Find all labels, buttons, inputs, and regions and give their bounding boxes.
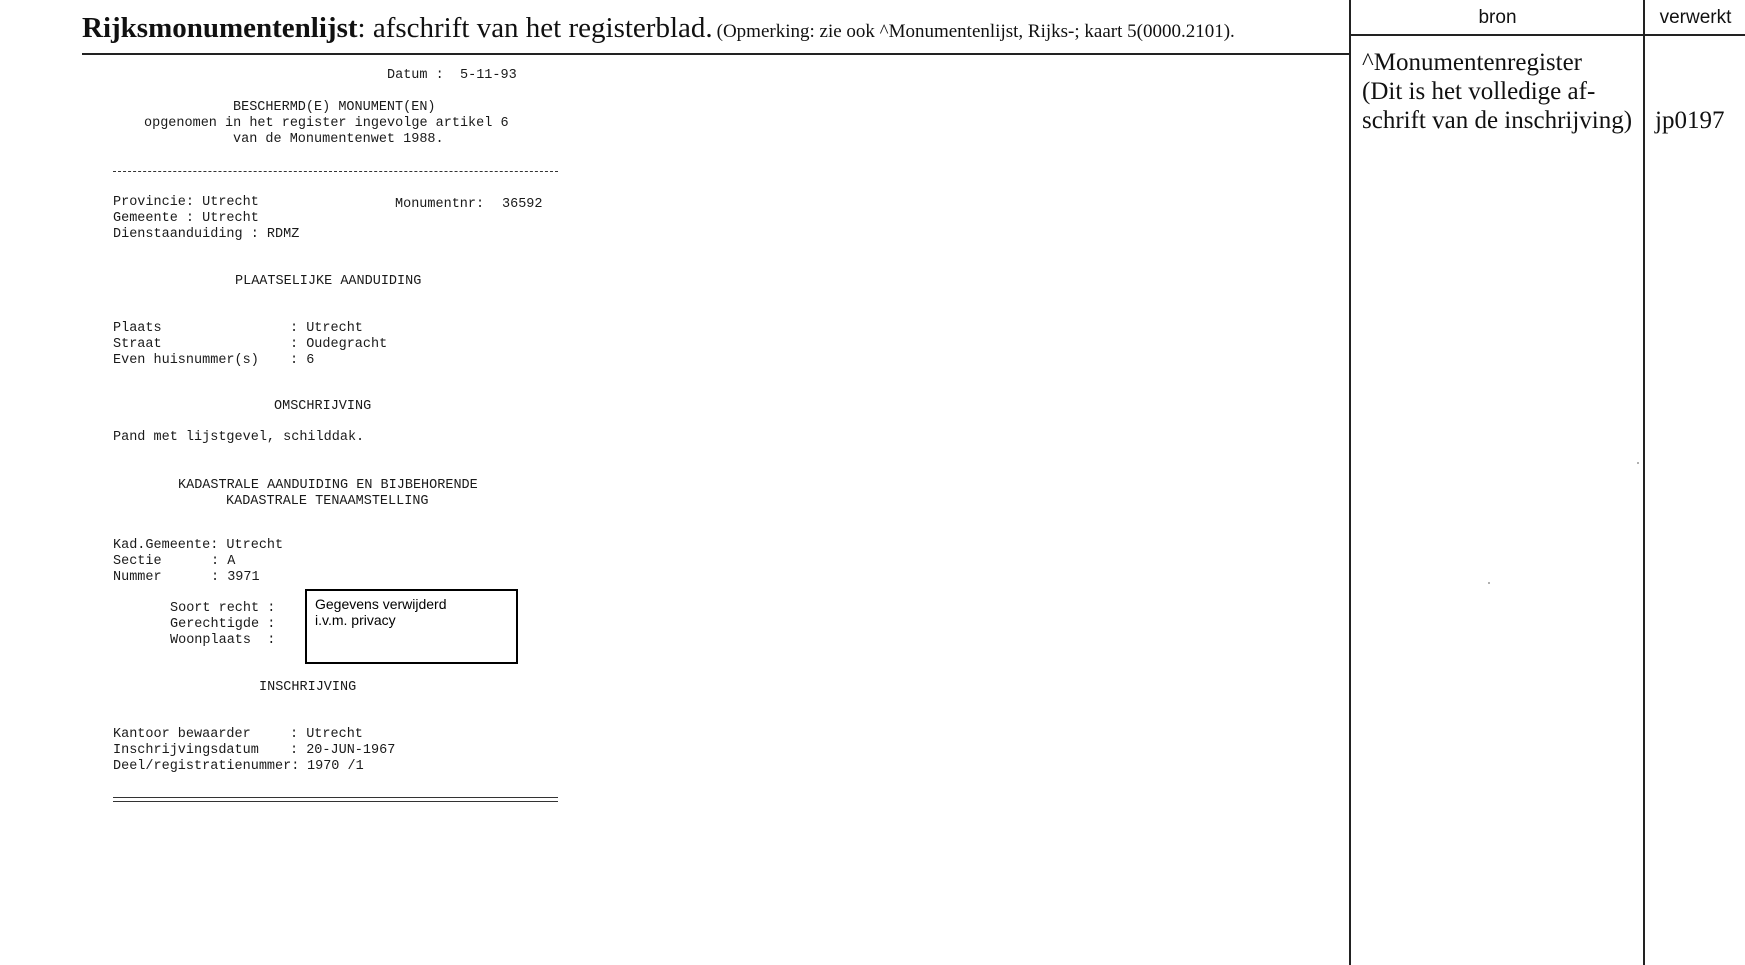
verwerkt-column-header: verwerkt xyxy=(1659,7,1732,28)
scan-speck xyxy=(1637,462,1639,464)
gemeente: Gemeente : Utrecht xyxy=(113,211,259,226)
heading-line-2: opgenomen in het register ingevolge artikel 6 xyxy=(144,116,509,131)
soort-recht-label: Soort recht : xyxy=(170,601,276,616)
dashed-separator xyxy=(113,171,558,172)
nummer-value: : 3971 xyxy=(211,570,260,585)
kantoor-value: : Utrecht xyxy=(290,727,363,742)
omschrijving-text: Pand met lijstgevel, schilddak. xyxy=(113,430,365,445)
kantoor-label: Kantoor bewaarder xyxy=(113,727,251,742)
title-rest: : afschrift van het registerblad. xyxy=(357,12,713,44)
sectie-label: Sectie xyxy=(113,554,162,569)
plaats-label: Plaats xyxy=(113,321,162,336)
dienstaanduiding: Dienstaanduiding : RDMZ xyxy=(113,227,300,242)
bron-column-header: bron xyxy=(1478,7,1517,28)
datum-label: Datum : xyxy=(387,68,444,83)
bron-line: (Dit is het volledige af- xyxy=(1362,78,1596,105)
monumentnr-value: 36592 xyxy=(502,197,543,212)
deel-value: 1970 /1 xyxy=(307,759,364,774)
inschrijvingsdatum-value: : 20-JUN-1967 xyxy=(290,743,396,758)
bron-line: ^Monumentenregister xyxy=(1362,49,1583,76)
sectie-value: : A xyxy=(211,554,236,569)
deel-label: Deel/registratienummer: xyxy=(113,759,300,774)
verwerkt-left-divider xyxy=(1643,0,1645,965)
verwerkt-code: jp0197 xyxy=(1655,107,1725,134)
privacy-line: Gegevens verwijderd xyxy=(315,596,447,612)
gerechtigde-label: Gerechtigde : xyxy=(170,617,276,632)
section-inschrijving: INSCHRIJVING xyxy=(259,680,357,695)
section-omschrijving: OMSCHRIJVING xyxy=(274,399,372,414)
bron-line: schrift van de inschrijving) xyxy=(1362,107,1633,134)
kad-gemeente: Kad.Gemeente: Utrecht xyxy=(113,538,284,553)
woonplaats-label: Woonplaats : xyxy=(170,633,276,648)
heading-line-3: van de Monumentenwet 1988. xyxy=(233,132,444,147)
huisnummer-label: Even huisnummer(s) xyxy=(113,353,259,368)
heading-line-1: BESCHERMD(E) MONUMENT(EN) xyxy=(233,100,436,115)
monumentnr-label: Monumentnr: xyxy=(395,197,485,212)
straat-label: Straat xyxy=(113,337,162,352)
privacy-line: i.v.m. privacy xyxy=(315,612,396,628)
scan-speck xyxy=(1488,582,1490,584)
bron-entry xyxy=(1362,48,1652,135)
inschrijvingsdatum-label: Inschrijvingsdatum xyxy=(113,743,259,758)
section-kadastrale-2: KADASTRALE TENAAMSTELLING xyxy=(226,494,429,509)
bron-left-divider xyxy=(1349,0,1351,965)
column-header-underline xyxy=(1350,34,1745,36)
plaats-value: : Utrecht xyxy=(290,321,363,336)
privacy-redaction-box xyxy=(305,589,518,664)
provincie: Provincie: Utrecht xyxy=(113,195,259,210)
huisnummer-value: : 6 xyxy=(290,353,315,368)
title-bold: Rijksmonumentenlijst xyxy=(82,12,358,44)
title-remark: (Opmerking: zie ook ^Monumentenlijst, Rijks-; kaart 5(0000.2101). xyxy=(716,21,1235,42)
straat-value: : Oudegracht xyxy=(290,337,388,352)
double-separator xyxy=(113,797,558,802)
nummer-label: Nummer xyxy=(113,570,162,585)
section-plaatselijke: PLAATSELIJKE AANDUIDING xyxy=(235,274,422,289)
page-title xyxy=(82,12,1235,45)
section-kadastrale-1: KADASTRALE AANDUIDING EN BIJBEHORENDE xyxy=(178,478,478,493)
header-underline xyxy=(82,53,1350,55)
datum-value: 5-11-93 xyxy=(460,68,517,83)
